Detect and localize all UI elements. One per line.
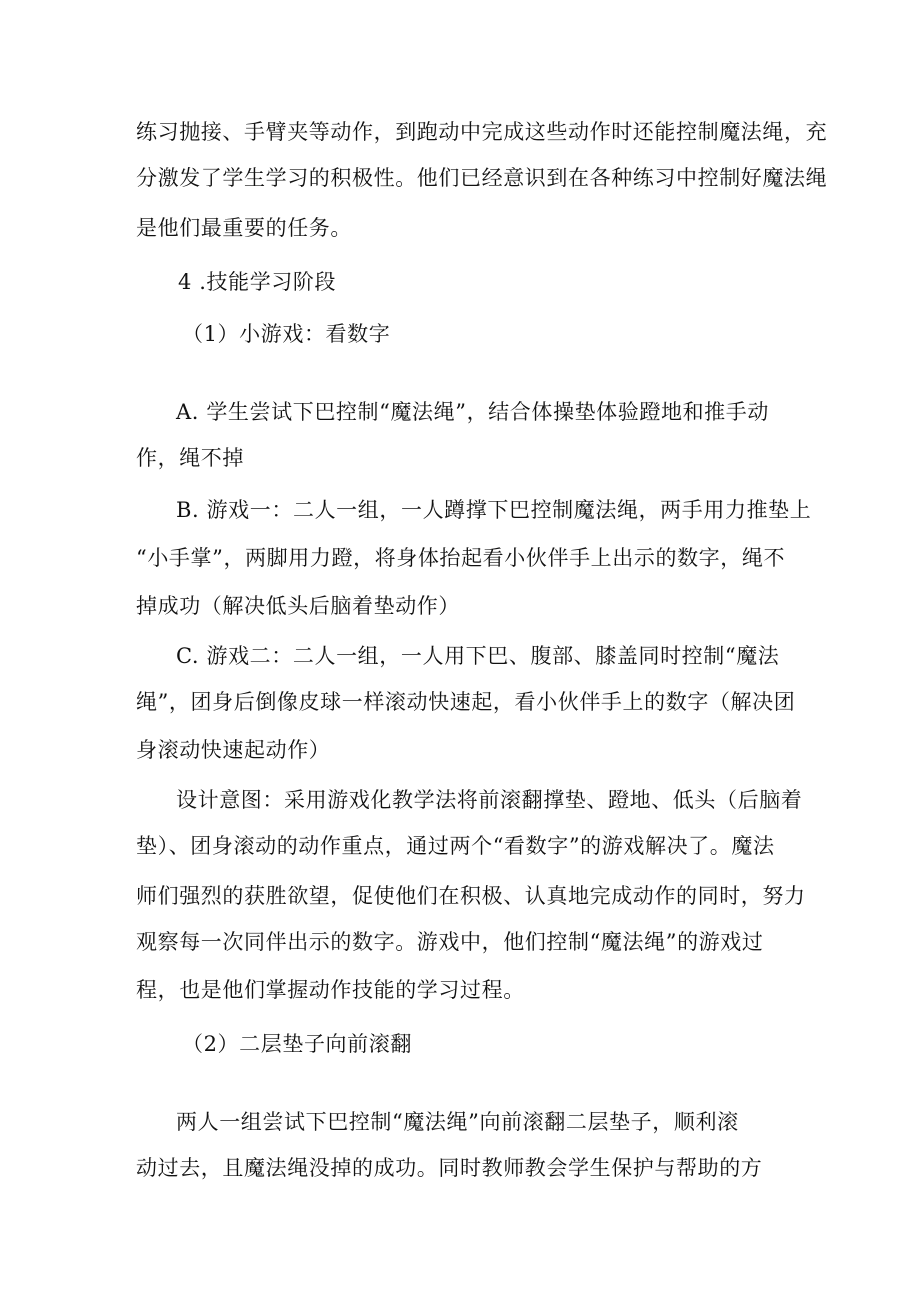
paragraph-line: 作，绳不掉	[136, 446, 244, 470]
paragraph-line: 动过去，且魔法绳没掉的成功。同时教师教会学生保护与帮助的方	[136, 1156, 763, 1180]
paragraph-line: 绳”，团身后倒像皮球一样滚动快速起，看小伙伴手上的数字（解决团	[136, 690, 796, 714]
paragraph-line: 设计意图：采用游戏化教学法将前滚翻撑垫、蹬地、低头（后脑着	[176, 788, 803, 812]
paragraph-line: 观察每一次同伴出示的数字。游戏中，他们控制“魔法绳”的游戏过	[136, 930, 764, 954]
paragraph-line: 师们强烈的获胜欲望，促使他们在积极、认真地完成动作的同时，努力	[136, 884, 806, 908]
paragraph-line: B. 游戏一：二人一组，一人蹲撑下巴控制魔法绳，两手用力推垫上	[176, 498, 812, 522]
paragraph-line: 程，也是他们掌握动作技能的学习过程。	[136, 978, 525, 1002]
paragraph-line: 掉成功（解决低头后脑着垫动作）	[136, 594, 460, 618]
paragraph-line: C. 游戏二：二人一组，一人用下巴、腹部、膝盖同时控制“魔法	[176, 644, 780, 668]
paragraph-line: 身滚动快速起动作）	[136, 738, 331, 762]
subsection-heading: （2）二层垫子向前滚翻	[182, 1032, 412, 1056]
paragraph-line: 是他们最重要的任务。	[136, 216, 352, 240]
paragraph-line: A. 学生尝试下巴控制“魔法绳”，结合体操垫体验蹬地和推手动	[176, 400, 769, 424]
paragraph-line: 垫）、团身滚动的动作重点，通过两个“看数字”的游戏解决了。魔法	[136, 834, 775, 858]
paragraph-line: 练习抛接、手臂夹等动作，到跑动中完成这些动作时还能控制魔法绳，充	[136, 120, 828, 144]
paragraph-line: 两人一组尝试下巴控制“魔法绳”向前滚翻二层垫子，顺利滚	[176, 1110, 739, 1134]
section-heading: 4 .技能学习阶段	[178, 270, 337, 294]
subsection-heading: （1）小游戏：看数字	[182, 322, 391, 346]
paragraph-line: 分激发了学生学习的积极性。他们已经意识到在各种练习中控制好魔法绳	[136, 166, 828, 190]
paragraph-line: “小手掌”，两脚用力蹬，将身体抬起看小伙伴手上出示的数字，绳不	[136, 546, 786, 570]
